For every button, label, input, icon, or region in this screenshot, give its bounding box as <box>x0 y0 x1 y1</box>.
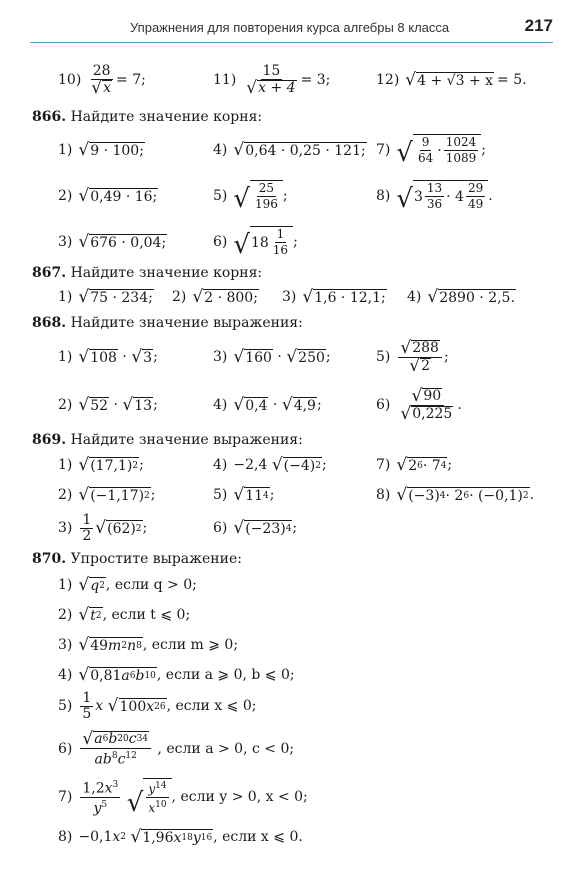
punctuation: ; <box>150 487 156 503</box>
punctuation: ; <box>325 349 331 365</box>
radicand: 13 <box>134 397 153 414</box>
radicand: 75 · 234; <box>90 289 153 306</box>
ex869-item-8: 8) √ (−3) 4 · 2 6 · (−0,1) 2 . <box>376 484 535 505</box>
radicand: 0,49 · 16; <box>90 188 158 205</box>
punctuation: ; <box>269 487 275 503</box>
radicand: 2 <box>421 358 431 374</box>
punctuation: ; <box>481 142 486 158</box>
punctuation: ; <box>282 188 288 204</box>
exponent: 2 <box>315 460 321 471</box>
item-number: 3) <box>282 289 297 305</box>
item-number: 7) <box>376 457 391 473</box>
denominator: 36 <box>426 197 443 211</box>
exercise-number: 866. <box>32 109 67 125</box>
exercise-title: Упростите выражение: <box>70 551 242 567</box>
item-number: 1) <box>58 577 73 593</box>
punctuation: . <box>457 397 462 413</box>
radicand: · 7 <box>422 457 441 474</box>
denominator: 196 <box>254 197 278 211</box>
ex868-item-5: 5) √ 288 √ 2 ; <box>376 337 449 376</box>
numerator: 15 <box>262 62 281 79</box>
fraction <box>244 64 298 97</box>
ex865-item-10 <box>58 58 146 102</box>
condition: , если t ⩽ 0; <box>102 607 191 623</box>
exercise-title: Найдите значение выражения: <box>70 315 303 331</box>
punctuation: ; <box>447 457 453 473</box>
item-number: 5) <box>376 349 391 365</box>
sqrt: √ 1,6 · 12,1; <box>302 286 386 307</box>
equation-rhs: = 3; <box>300 72 331 88</box>
ex865-tail-row <box>0 58 583 102</box>
item-number: 6) <box>213 520 228 536</box>
ex866-item-6 <box>213 220 298 264</box>
exponent: 6 <box>463 490 470 501</box>
radicand: 4 + √3 + x <box>417 72 494 89</box>
radicand: 0,225 <box>412 406 453 422</box>
punctuation: ; <box>139 457 144 473</box>
punctuation: ; <box>293 234 298 250</box>
ex870-item-1: 1) √ q 2 , если q > 0; <box>58 574 197 595</box>
whole-part: 18 <box>250 234 269 251</box>
exponent: 2 <box>135 523 142 534</box>
exercise-number: 870. <box>32 551 67 567</box>
radicand: (−1,17) <box>90 487 145 504</box>
numerator: 1 <box>82 511 92 528</box>
sqrt: √ $\frac{25}{196}$ <box>233 180 282 212</box>
radicand: 3 <box>143 349 153 366</box>
ex870-heading <box>32 551 242 567</box>
exercise-title: Найдите значение выражения: <box>70 432 303 448</box>
radicand: 4,9 <box>293 397 316 414</box>
ex869-item-4: 4) −2,4 √ (−4) 2 ; <box>213 454 327 475</box>
ex869-row-3 <box>0 508 583 548</box>
radicand: x <box>103 80 112 96</box>
exercise-number: 867. <box>32 265 67 281</box>
item-number: 1) <box>58 457 73 473</box>
sqrt: √ 676 · 0,04; <box>78 231 167 252</box>
exponent: 6 <box>417 460 423 471</box>
sqrt: √ 9 · 100; <box>78 139 144 160</box>
condition: если a > 0, c < 0; <box>166 741 295 757</box>
page-header <box>30 14 553 43</box>
ex870-row-6 <box>0 724 583 774</box>
denominator: 1089 <box>445 151 477 165</box>
denominator: 49 <box>467 197 484 211</box>
equation-rhs: = 5. <box>497 72 527 88</box>
ex868-item-6: 6) √ 90 √ 0,225 . <box>376 385 462 424</box>
ex870-item-3: 3) √ 49 m 2 n 8 , если m ⩾ 0; <box>58 634 239 655</box>
item-number: 2) <box>58 487 73 503</box>
radicand: (−3) <box>408 487 440 504</box>
ex866-item-3 <box>58 220 167 264</box>
item-number: 8) <box>376 188 391 204</box>
sqrt: √ 4 + √3 + x <box>405 69 494 90</box>
numerator: 1 <box>276 227 285 241</box>
ex869-row-2 <box>0 478 583 512</box>
radicand: 2890 · 2,5. <box>439 289 515 306</box>
exponent: 4 <box>440 460 447 471</box>
numerator: 25 <box>258 181 275 195</box>
item-number: 11) <box>213 72 237 88</box>
ex869-item-1: 1) √ (17,1) 2 ; <box>58 454 144 475</box>
item-number: 6) <box>376 397 391 413</box>
item-number: 3) <box>58 520 73 536</box>
item-number: 6) <box>58 741 73 757</box>
radicand: 2 <box>408 457 418 474</box>
item-number: 3) <box>58 234 73 250</box>
sqrt: √ x <box>91 77 112 98</box>
radicand: 90 <box>423 388 442 404</box>
item-number: 1) <box>58 349 73 365</box>
ex870-item-4: 4) √ 0,81 a 6 b 10 , если a ⩾ 0, b ⩽ 0; <box>58 664 295 685</box>
item-number: 8) <box>58 829 73 845</box>
ex866-item-5 <box>213 174 288 218</box>
sqrt: √ 3 $\frac{13}{36}$ · 4 $\frac{29}{49}$ <box>396 180 488 212</box>
ex866-item-8 <box>376 174 493 218</box>
item-number: 1) <box>58 289 73 305</box>
item-number: 12) <box>376 72 400 88</box>
numerator: 28 <box>92 62 111 79</box>
condition: , если m ⩾ 0; <box>142 637 239 653</box>
radicand: 160 <box>245 349 272 366</box>
punctuation: ; <box>153 397 158 413</box>
ex869-row-1 <box>0 448 583 482</box>
item-number: 10) <box>58 72 82 88</box>
numerator: 13 <box>426 181 443 195</box>
radicand: 2 · 800; <box>204 289 258 306</box>
ex866-item-7 <box>376 128 486 172</box>
ex870-item-7: 7) $\frac{1,2x^3}{y^5}$ √ $\frac{y^{14}}{x^{10}}$ , если y > 0, x < 0; <box>58 779 308 818</box>
ex870-row-2 <box>0 598 583 632</box>
item-number: 5) <box>58 698 73 714</box>
condition: , если x ⩽ 0. <box>213 829 303 845</box>
ex868-item-1: 1) √ 108 · √ 3 ; <box>58 346 158 367</box>
condition: , если q > 0; <box>105 577 197 593</box>
sqrt: √ 2 · 800; <box>192 286 258 307</box>
ex868-item-3: 3) √ 160 · √ 250 ; <box>213 346 331 367</box>
ex869-item-7: 7) √ 2 6 · 7 4 ; <box>376 454 453 475</box>
sqrt: √ x + 4 <box>246 77 296 98</box>
punctuation: ; <box>443 349 449 365</box>
ex868-heading <box>32 315 303 331</box>
numerator: 9 <box>421 135 430 149</box>
item-number: 2) <box>58 188 73 204</box>
ex865-item-11 <box>213 58 330 102</box>
sqrt: √ 0,64 · 0,25 · 121; <box>233 139 366 160</box>
radicand: 0,64 · 0,25 · 121; <box>245 142 366 159</box>
radicand: x + 4 <box>258 80 296 96</box>
item-number: 1) <box>58 142 73 158</box>
radicand: · 2 <box>445 487 464 504</box>
exercise-title: Найдите значение корня: <box>70 265 263 281</box>
punctuation: ; <box>153 349 158 365</box>
punctuation: . <box>529 487 535 503</box>
item-number: 4) <box>58 667 73 683</box>
radicand: 250 <box>298 349 325 366</box>
ex869-item-3: 3) $\frac{1}{2}$ √ (62) 2 ; <box>58 511 148 544</box>
equation-rhs: = 7; <box>116 72 146 88</box>
ex865-item-12 <box>376 58 527 102</box>
exercise-number: 869. <box>32 432 67 448</box>
radicand: 11 <box>245 487 264 504</box>
item-number: 4) <box>213 142 228 158</box>
ex866-row-1 <box>0 128 583 172</box>
ex870-row-3 <box>0 628 583 662</box>
ex866-heading <box>32 109 262 125</box>
ex866-item-2 <box>58 174 158 218</box>
ex867-item-1 <box>58 279 154 315</box>
item-number: 2) <box>172 289 187 305</box>
punctuation: . <box>488 188 493 204</box>
exercise-number: 868. <box>32 315 67 331</box>
exponent: 4 <box>263 490 269 501</box>
sqrt: √ $\frac{9}{64}$ · $\frac{1024}{1089}$ <box>396 134 481 166</box>
radicand: 1,6 · 12,1; <box>314 289 386 306</box>
exponent: 2 <box>144 490 150 501</box>
exponent: 4 <box>285 523 292 534</box>
exercise-title: Найдите значение корня: <box>70 109 263 125</box>
ex870-item-8: 8) −0,1 x 2 √ 1,96 x 18 y 16 , если x ⩽ 0. <box>58 826 303 847</box>
ex870-item-5: 5) $\frac{1}{5}$ x √ 100 x 26 , если x ⩽ 0; <box>58 689 257 722</box>
ex867-row <box>0 279 583 315</box>
punctuation: ; <box>142 520 148 536</box>
numerator: 1024 <box>445 135 477 149</box>
ex868-item-2: 2) √ 52 · √ 13 ; <box>58 394 158 415</box>
running-title: Упражнения для повторения курса алгебры 8 класса <box>130 20 450 35</box>
radicand: (62) <box>107 520 136 537</box>
radicand: 288 <box>412 340 439 356</box>
ex870-row-1 <box>0 568 583 602</box>
condition: , если y > 0, x < 0; <box>171 789 308 805</box>
ex869-item-2: 2) √ (−1,17) 2 ; <box>58 484 156 505</box>
ex869-item-6: 6) √ (−23) 4 ; <box>213 517 298 538</box>
ex868-row-1 <box>0 335 583 379</box>
ex868-row-2 <box>0 383 583 427</box>
item-number: 3) <box>213 349 228 365</box>
coefficient: −2,4 <box>233 457 268 473</box>
ex867-item-2 <box>172 279 259 315</box>
item-number: 4) <box>213 457 228 473</box>
item-number: 7) <box>58 789 73 805</box>
denominator: 64 <box>417 151 434 165</box>
ex866-item-1 <box>58 128 145 172</box>
radicand: 9 · 100; <box>90 142 144 159</box>
exponent: 4 <box>439 490 446 501</box>
radicand: 108 <box>90 349 117 366</box>
ex869-item-5: 5) √ 11 4 ; <box>213 484 275 505</box>
item-number: 2) <box>58 397 73 413</box>
item-number: 5) <box>213 487 228 503</box>
ex867-item-3 <box>282 279 387 315</box>
ex869-heading <box>32 432 303 448</box>
ex866-row-2 <box>0 174 583 218</box>
radicand: 676 · 0,04; <box>90 234 167 251</box>
ex870-item-2: 2) √ t 2 , если t ⩽ 0; <box>58 604 191 625</box>
ex867-item-4 <box>407 279 516 315</box>
ex870-row-7 <box>0 772 583 822</box>
numerator: 29 <box>467 181 484 195</box>
item-number: 7) <box>376 142 391 158</box>
condition: , если x ⩽ 0; <box>166 698 257 714</box>
exponent: 2 <box>522 490 529 501</box>
whole-part: 3 <box>413 188 423 205</box>
item-number: 4) <box>213 397 228 413</box>
punctuation: ; <box>292 520 298 536</box>
exponent: 2 <box>132 460 139 471</box>
punctuation: ; <box>321 457 327 473</box>
item-number: 3) <box>58 637 73 653</box>
operator: · 4 <box>446 188 464 205</box>
ex870-item-6: 6) √ a 6 b 20 c 34 $ab^8c^{12}$ , если a > 0, c < 0; <box>58 728 295 768</box>
ex870-row-5 <box>0 686 583 726</box>
sqrt: √ 0,49 · 16; <box>78 185 158 206</box>
denominator: 16 <box>272 243 289 257</box>
sqrt: √ 18 $\frac{1}{16}$ <box>233 226 293 258</box>
item-number: 4) <box>407 289 422 305</box>
radicand: 52 <box>90 397 109 414</box>
item-number: 2) <box>58 607 73 623</box>
sqrt: √ 2890 · 2,5. <box>427 286 515 307</box>
item-number: 5) <box>213 188 228 204</box>
ex868-item-4: 4) √ 0,4 · √ 4,9 ; <box>213 394 322 415</box>
radicand: · (−0,1) <box>469 487 523 504</box>
radicand: (−4) <box>283 457 316 474</box>
radicand: (17,1) <box>90 457 133 474</box>
radicand: 0,4 <box>245 397 268 414</box>
ex866-row-3 <box>0 220 583 264</box>
ex866-item-4 <box>213 128 367 172</box>
fraction <box>89 64 114 97</box>
sqrt: √ 75 · 234; <box>78 286 153 307</box>
page-number: 217 <box>524 16 553 35</box>
item-number: 8) <box>376 487 391 503</box>
radicand: (−23) <box>245 520 286 537</box>
ex870-row-8 <box>0 820 583 854</box>
item-number: 6) <box>213 234 228 250</box>
condition: , если a ⩾ 0, b ⩽ 0; <box>156 667 295 683</box>
punctuation: ; <box>316 397 322 413</box>
denominator: 2 <box>82 527 92 544</box>
